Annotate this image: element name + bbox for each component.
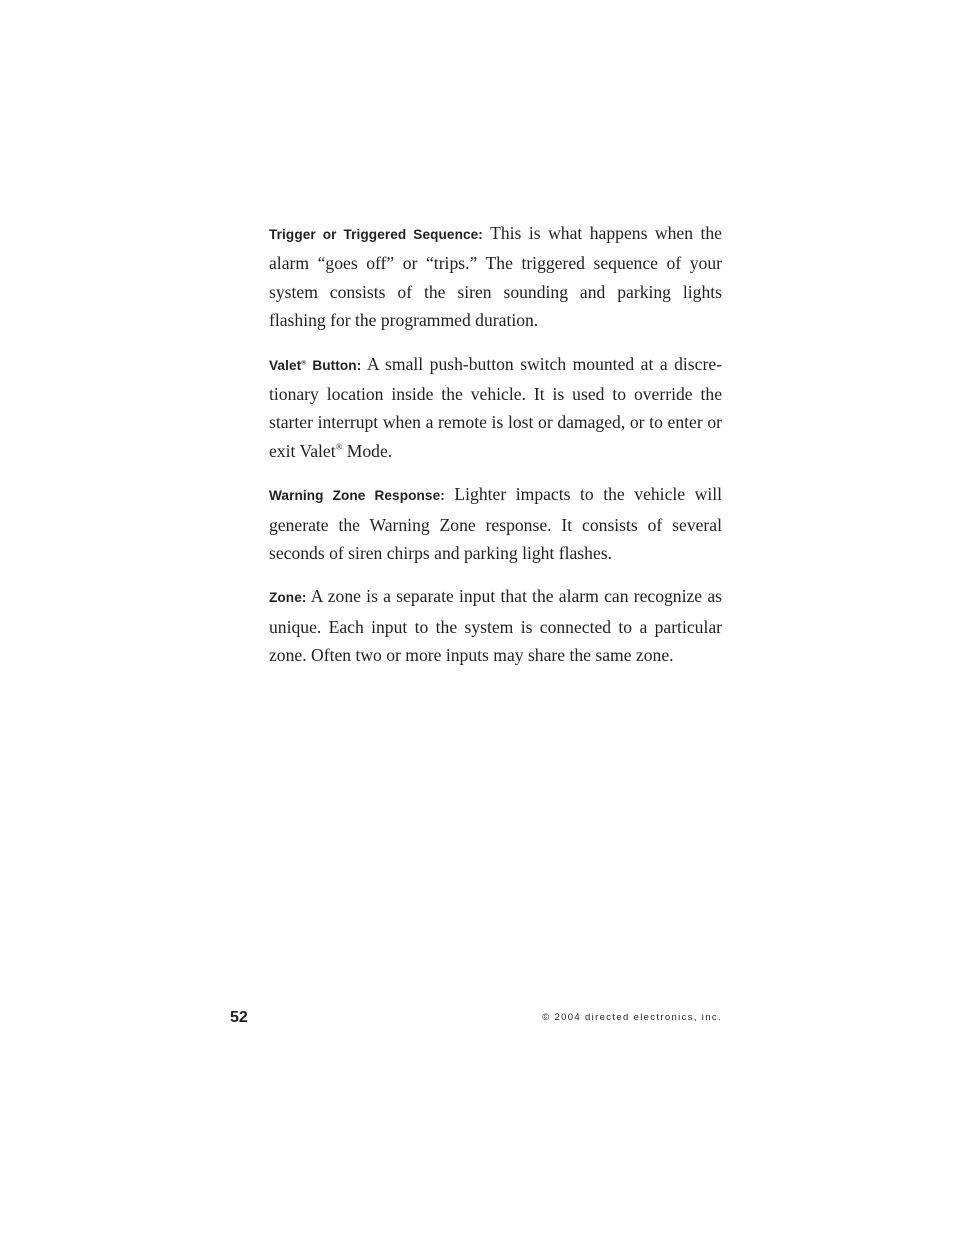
page-number: 52	[230, 1009, 248, 1026]
glossary-text-column	[269, 219, 722, 685]
glossary-term: Trigger or Triggered Sequence:	[269, 227, 483, 242]
term-text: Valet	[269, 357, 302, 373]
glossary-entry-zone	[269, 582, 722, 669]
glossary-term	[269, 358, 361, 373]
page-footer	[230, 1008, 722, 1030]
definition-text: A small push-button switch mounted at a discre-tionary location inside the vehicle. It is used to override the starter interrupt when a remote is lost or damaged, or to enter or exit Valet	[269, 353, 722, 461]
glossary-definition: Lighter impacts to the vehicle will generate the Warning Zone response. It consists of several seconds of siren chirps and parking light flashes.	[269, 484, 722, 564]
glossary-term: Warning Zone Response:	[269, 488, 445, 504]
glossary-entry-valet-button	[269, 350, 722, 466]
glossary-term: Zone:	[269, 590, 307, 606]
registered-mark: ®	[335, 441, 343, 452]
registered-mark: ®	[301, 359, 307, 367]
term-text-suffix: Button:	[306, 357, 362, 373]
definition-text-suffix: Mode.	[342, 440, 393, 461]
glossary-entry-trigger	[269, 219, 722, 335]
copyright-notice: © 2004 directed electronics, inc.	[542, 1012, 722, 1023]
glossary-definition: This is what happens when the alarm “goes off” or “trips.” The triggered sequence of your system consists of the siren sounding and parking lights flashing for the programmed duration.	[269, 223, 722, 331]
glossary-definition: A zone is a separate input that the alarm can recognize as unique. Each input to the system is connected to a particular zone. Often two or more inputs may share the same zone.	[269, 586, 722, 666]
glossary-entry-warning-zone-response	[269, 480, 722, 567]
